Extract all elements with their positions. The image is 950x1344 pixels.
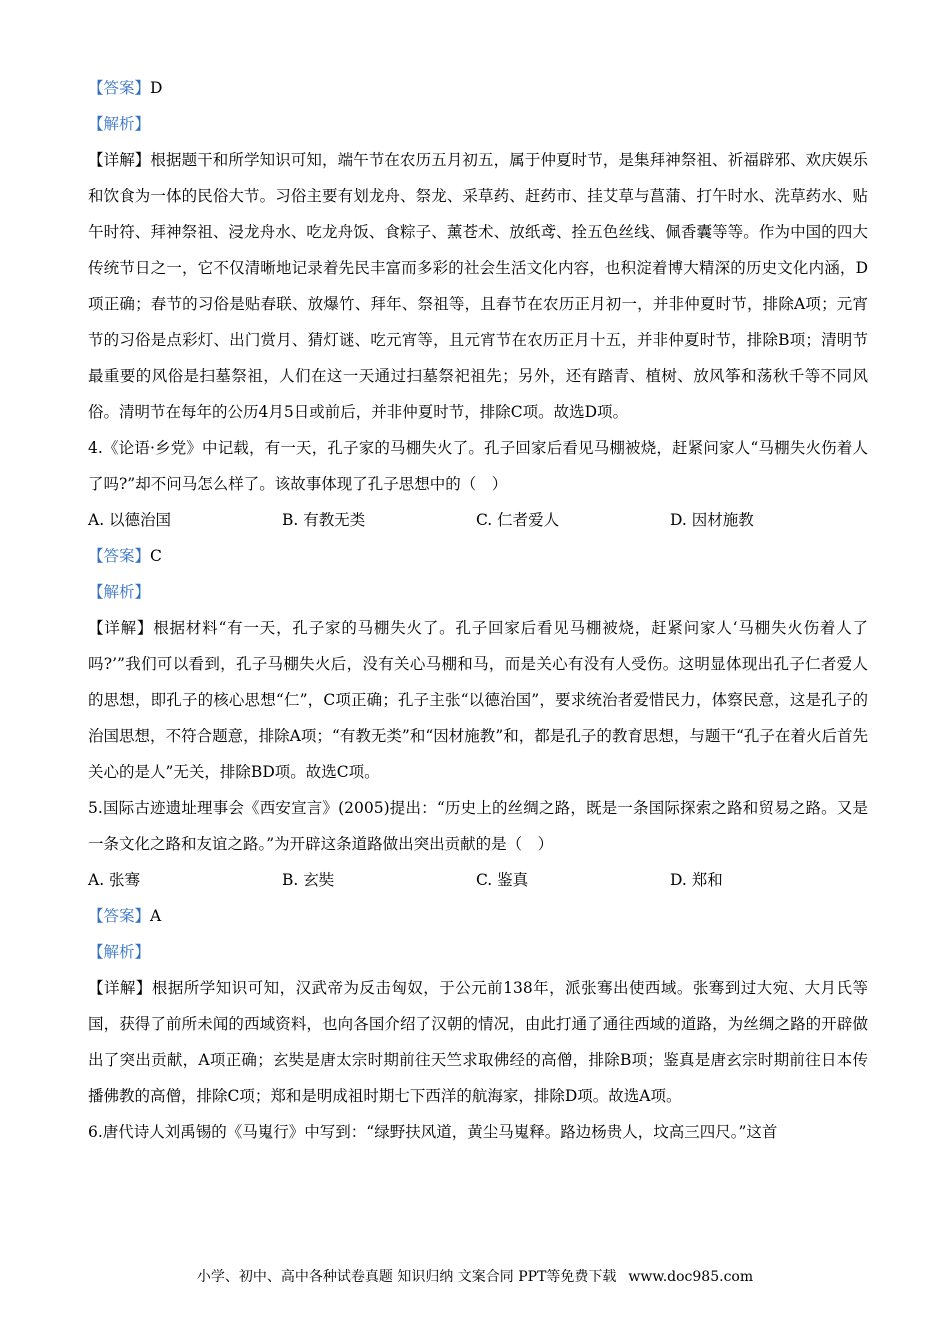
answer-tag: 【答案】 [88,79,151,97]
options-row [88,502,868,538]
option-d: D. 郑和 [670,871,723,889]
question-stem: 6.唐代诗人刘禹锡的《马嵬行》中写到：“绿野扶风道，黄尘马嵬释。路边杨贵人，坟高三四尺。”这首 [88,1123,778,1141]
option-a: A. 以德治国 [88,511,172,529]
answer-line [88,538,868,574]
document-body [88,70,868,1150]
detail-tag: 【详解】 [88,619,154,637]
options-row [88,862,868,898]
option-a: A. 张骞 [88,871,141,889]
footer-text: 小学、初中、高中各种试卷真题 知识归纳 文案合同 PPT等免费下载 [196,1269,617,1285]
detail-paragraph [88,610,868,790]
answer-line [88,898,868,934]
detail-text: 根据材料“有一天，孔子家的马棚失火了。孔子回家后看见马棚被烧，赶紧问家人‘马棚失火伤着人了吗?’”我们可以看到，孔子马棚失火后，没有关心马棚和马，而是关心有没有人受伤。这明显体现出孔子仁者爱人的思想，即孔子的核心思想“仁”，C项正确；孔子主张“以德治国”，要求统治者爱惜民力，体察民意，这是孔子的治国思想，不符合题意，排除A项；“有教无类”和“因材施教”和，都是孔子的教育思想，与题干“孔子在着火后首先关心的是人”无关，排除BD项。故选C项。 [88,619,868,781]
detail-tag: 【详解】 [88,151,151,169]
answer-line [88,70,868,106]
analysis-tag: 【解析】 [88,943,151,961]
answer-tag: 【答案】 [88,907,151,925]
option-b: B. 玄奘 [282,871,335,889]
detail-paragraph [88,142,868,430]
detail-paragraph [88,970,868,1114]
option-d: D. 因材施教 [670,511,754,529]
detail-text: 根据题干和所学知识可知，端午节在农历五月初五，属于仲夏时节，是集拜神祭祖、祈福辟邪、欢庆娱乐和饮食为一体的民俗大节。习俗主要有划龙舟、祭龙、采草药、赶药市、挂艾草与菖蒲、打午时水、洗草药水、贴午时符、拜神祭祖、浸龙舟水、吃龙舟饭、食粽子、薰苍术、放纸鸢、拴五色丝线、佩香囊等等。作为中国的四大传统节日之一，它不仅清晰地记录着先民丰富而多彩的社会生活文化内容，也积淀着博大精深的历史文化内涵，D项正确；春节的习俗是贴春联、放爆竹、拜年、祭祖等，且春节在农历正月初一，并非仲夏时节，排除A项；元宵节的习俗是点彩灯、出门赏月、猜灯谜、吃元宵等，且元宵节在农历正月十五，并非仲夏时节，排除B项；清明节最重要的风俗是扫墓祭祖，人们在这一天通过扫墓祭祀祖先；另外，还有踏青、植树、放风筝和荡秋千等不同风俗。清明节在每年的公历4月5日或前后，并非仲夏时节，排除C项。故选D项。 [88,151,868,421]
analysis-line [88,574,868,610]
answer-tag: 【答案】 [88,547,151,565]
analysis-line [88,934,868,970]
analysis-tag: 【解析】 [88,583,151,601]
footer-site-link[interactable]: www.doc985.com [628,1269,754,1285]
detail-text: 根据所学知识可知，汉武帝为反击匈奴，于公元前138年，派张骞出使西域。张骞到过大宛、大月氏等国，获得了前所未闻的西域资料，也向各国介绍了汉朝的情况，由此打通了通往西域的道路，为丝绸之路的开辟做出了突出贡献，A项正确；玄奘是唐太宗时期前往天竺求取佛经的高僧，排除B项；鉴真是唐玄宗时期前往日本传播佛教的高僧，排除C项；郑和是明成祖时期七下西洋的航海家，排除D项。故选A项。 [88,979,868,1105]
question-stem: 4.《论语·乡党》中记载，有一天，孔子家的马棚失火了。孔子回家后看见马棚被烧，赶紧问家人“马棚失火伤着人了吗?”却不问马怎么样了。该故事体现了孔子思想中的（ ） [88,439,868,493]
option-c: C. 仁者爱人 [476,511,560,529]
answer-value: C [150,547,162,565]
answer-value: D [150,79,163,97]
analysis-line [88,106,868,142]
analysis-tag: 【解析】 [88,115,151,133]
option-c: C. 鉴真 [476,871,529,889]
page-footer [0,1266,950,1286]
answer-value: A [150,907,162,925]
question-stem: 5.国际古迹遗址理事会《西安宣言》(2005)提出：“历史上的丝绸之路，既是一条国际探索之路和贸易之路。又是一条文化之路和友谊之路。”为开辟这条道路做出突出贡献的是（ ） [88,799,868,853]
detail-tag: 【详解】 [88,979,152,997]
option-b: B. 有教无类 [282,511,366,529]
